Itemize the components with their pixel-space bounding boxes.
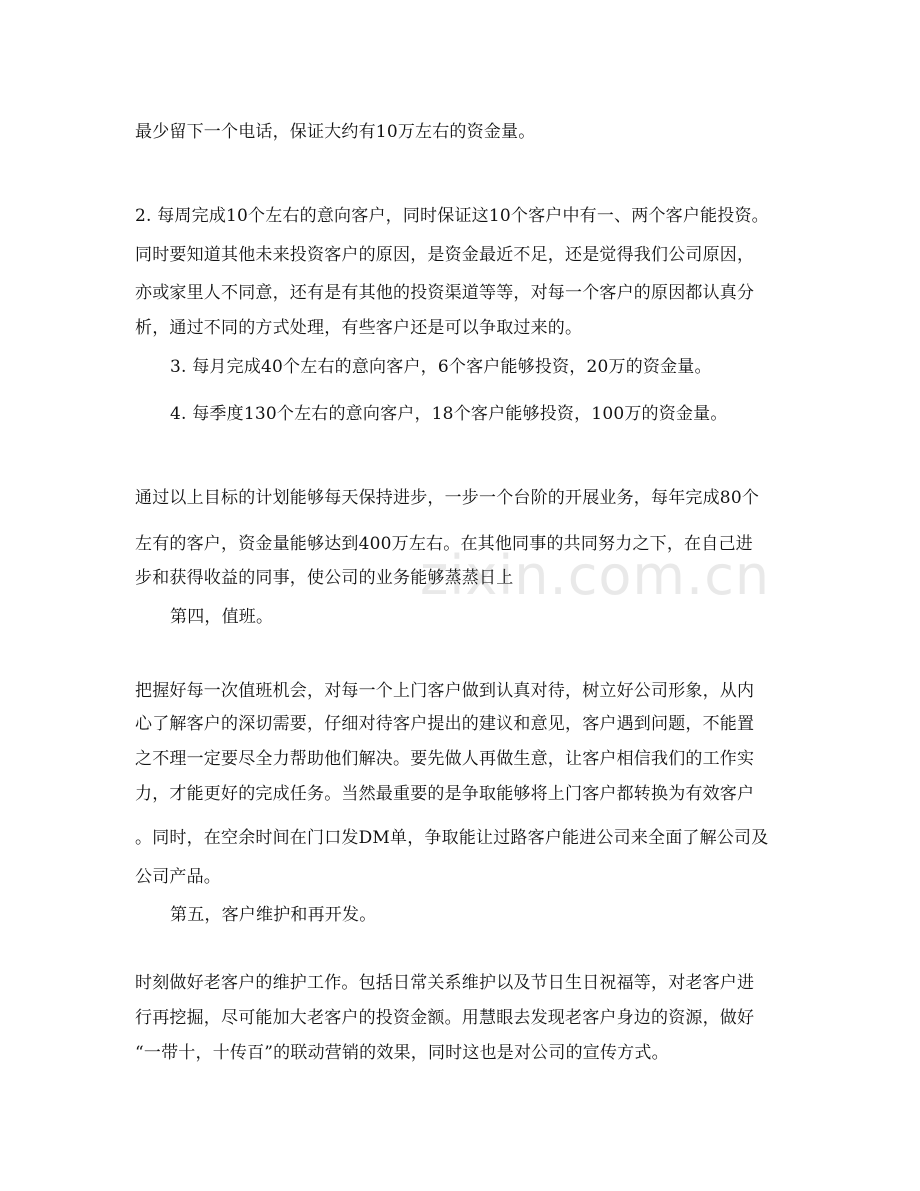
paragraph-line: 之不理一定要尽全力帮助他们解决。要先做人再做生意，让客户相信我们的工作实 — [135, 749, 755, 769]
paragraph-line: 。同时，在空余时间在门口发DM单，争取能让过路客户能进公司来全面了解公司及 — [135, 828, 769, 848]
paragraph-line: 最少留下一个电话，保证大约有10万左右的资金量。 — [135, 122, 536, 142]
paragraph-line: 步和获得收益的同事，使公司的业务能够蒸蒸日上 — [135, 568, 514, 588]
paragraph-line: 2. 每周完成10个左右的意向客户，同时保证这10个客户中有一、两个客户能投资。 — [135, 206, 769, 226]
watermark-text: zixin.com.cn — [420, 544, 771, 607]
paragraph-line: 同时要知道其他未来投资客户的原因，是资金最近不足，还是觉得我们公司原因， — [135, 245, 755, 265]
paragraph-line: 析，通过不同的方式处理，有些客户还是可以争取过来的。 — [135, 318, 583, 338]
section-heading: 第四，值班。 — [170, 607, 274, 627]
paragraph-line: 时刻做好老客户的维护工作。包括日常关系维护以及节日生日祝福等，对老客户进 — [135, 973, 755, 993]
paragraph-line: “一带十，十传百”的联动营销的效果，同时这也是对公司的宣传方式。 — [135, 1043, 669, 1063]
paragraph-line: 把握好每一次值班机会，对每一个上门客户做到认真对待，树立好公司形象，从内 — [135, 681, 755, 701]
paragraph-line: 4. 每季度130个左右的意向客户，18个客户能够投资，100万的资金量。 — [170, 404, 728, 424]
paragraph-line: 公司产品。 — [135, 867, 221, 887]
paragraph-line: 行再挖掘，尽可能加大老客户的投资金额。用慧眼去发现老客户身边的资源，做好 — [135, 1008, 755, 1028]
section-heading: 第五，客户维护和再开发。 — [170, 905, 377, 925]
paragraph-line: 力，才能更好的完成任务。当然最重要的是争取能够将上门客户都转换为有效客户 — [135, 784, 755, 804]
paragraph-line: 心了解客户的深切需要，仔细对待客户提出的建议和意见，客户遇到问题，不能置 — [135, 714, 755, 734]
paragraph-line: 亦或家里人不同意，还有是有其他的投资渠道等等，对每一个客户的原因都认真分 — [135, 283, 755, 303]
paragraph-line: 3. 每月完成40个左右的意向客户，6个客户能够投资，20万的资金量。 — [170, 357, 712, 377]
paragraph-line: 通过以上目标的计划能够每天保持进步，一步一个台阶的开展业务，每年完成80个 — [135, 488, 760, 508]
paragraph-line: 左有的客户，资金量能够达到400万左右。在其他同事的共同努力之下，在自己进 — [135, 534, 753, 554]
